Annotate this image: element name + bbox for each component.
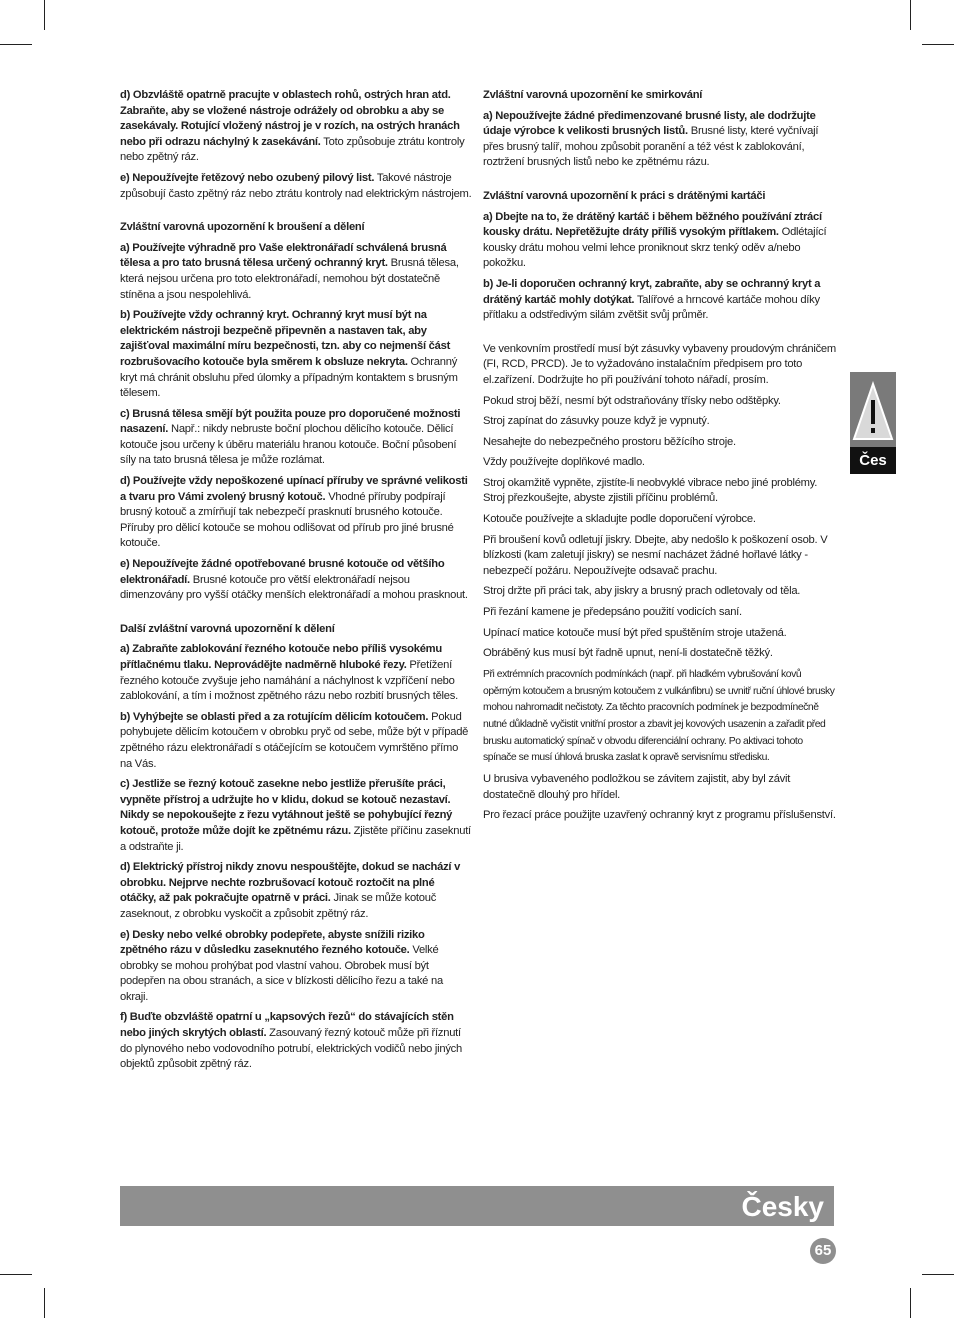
paragraph: Při řezání kamene je předepsáno použití vodicích saní. bbox=[483, 606, 742, 619]
crop-mark bbox=[922, 44, 954, 45]
paragraph bbox=[120, 642, 472, 704]
paragraph-bold: d) Používejte vždy nepoškozené upínací příruby ve správné velikosti a tvaru pro Vámi zvolený brusný kotouč. bbox=[120, 475, 468, 503]
paragraph-text: Toto způsobuje ztrátu kontroly nebo zpětný ráz. bbox=[120, 135, 465, 164]
paragraph-text: Jinak se může kotouč zaseknout, z obrobku vyskočit a způsobit zpětný ráz. bbox=[120, 892, 437, 920]
paragraph-text: Brusná tělesa, která nejsou určena pro toto elektronářadí, nemohou být dostatečně stíněna a jsou nespolehlivá. bbox=[120, 257, 459, 301]
paragraph: Při broušení kovů odletují jiskry. Dbejte, aby nedošlo k poškození osob. V blízkosti (kam zaletují jiskry) se nesmí nacházet žádné hořlavé látky - nebezpečí požáru. Nepoužívejte odsavač prachu. bbox=[483, 533, 828, 577]
paragraph bbox=[483, 277, 836, 324]
paragraph-text: Zasouvaný řezný kotouč může při říznutí do plynového nebo vodovodního potrubí, elektrických vodičů nebo jiných objektů způsobit zpětný ráz. bbox=[120, 1027, 462, 1071]
paragraph: Stroj držte při práci tak, aby jiskry a brusný prach odletovaly od těla. bbox=[483, 585, 801, 598]
paragraph: Při extrémních pracovních podmínkách (např. při hladkém vybrušování kovů opěrným kotoučem a brusným kotoučem z vulkánfibru) se uvnitř ruční úhlové brusky mohou nahromadit nečistoty. Za těchto pracovních podmínek je bezpodmínečně nutné důkladně vyčistit vnitřní prostor a zbavit jej kovových usazenin a zařadit před brusku automatický spínač v obvodu diferenciální ochrany. Po aktivaci tohoto spínače se musí úhlová bruska zaslat k opravě servisnímu středisku. bbox=[483, 668, 835, 764]
paragraph-text: Talířové a hrncové kartáče mohou díky přítlaku a odstředivým silám zvětšit svůj průměr. bbox=[483, 293, 820, 322]
paragraph-bold: a) Nepoužívejte žádné předimenzované brusné listy, ale dodržujte údaje výrobce k velikosti brusných listů. bbox=[483, 109, 816, 138]
paragraph: Upínací matice kotouče musí být před spuštěním stroje utažená. bbox=[483, 626, 787, 639]
paragraph: Stroj zapínat do zásuvky pouze když je vypnutý. bbox=[483, 415, 710, 428]
language-tab bbox=[850, 372, 896, 474]
paragraph-bold: b) Používejte vždy ochranný kryt. Ochranný kryt musí být na elektrickém nástroji bezpečně připevněn a nastaven tak, aby zajišťoval maximální míru bezpečnosti, tzn. aby co nejmenší část rozbrušovacího kotouče byla směrem k obsluze nekryta. bbox=[120, 309, 451, 368]
paragraph-bold: f) Buďte obzvláště opatrní u „kapsových řezů“ do stávajících stěn nebo jiných skrytých oblastí. bbox=[120, 1011, 454, 1040]
paragraph-text: Např.: nikdy nebruste boční plochou dělicího kotouče. Dělicí kotouče jsou určeny k úběru materiálu hranou kotouče. Boční působení síly na tato brusná tělesa je může rozlámat. bbox=[120, 423, 457, 467]
paragraph: Ve venkovním prostředí musí být zásuvky vybaveny proudovým chráničem (FI, RCD, PRCD). Je to vyžadováno instalačním předpisem pro toto el.zařízení. Dodržujte ho při používání tohoto nářadí, prosím. bbox=[483, 342, 836, 386]
paragraph-text: Ochranný kryt má chránit obsluhu před úlomky a případným kontaktem s brusným tělesem. bbox=[120, 355, 458, 400]
paragraph bbox=[120, 860, 472, 922]
paragraph-text: Brusné kotouče pro větší elektronářadí nejsou dimenzovány pro vyšší otáčky menších elektronářadí a mohou prasknout. bbox=[120, 573, 468, 602]
paragraph-text: Brusné listy, které vyčnívají přes brusný talíř, mohou způsobit poranění a též vést k zablokování, roztržení brusných listů nebo ke zpětnému rázu. bbox=[483, 125, 819, 169]
paragraph bbox=[120, 308, 472, 402]
paragraph bbox=[120, 474, 472, 552]
paragraph-bold: a) Zabraňte zablokování řezného kotouče nebo příliš vysokému přítlačnému tlaku. Neprovádějte nadměrně hluboké řezy. bbox=[120, 643, 442, 671]
paragraph bbox=[120, 928, 472, 1006]
crop-mark bbox=[0, 44, 32, 45]
paragraph-bold: e) Desky nebo velké obrobky podepřete, abyste snížili riziko zpětného rázu v důsledku zaseknutého řezného kotouče. bbox=[120, 928, 425, 957]
left-column bbox=[120, 88, 472, 1078]
paragraph-text: Pokud pohybujete dělicím kotoučem v obrobku pryč od sebe, může být v případě zpětného rázu elektronářadí s otáčejícím se kotoučem vymrštěno přímo na Vás. bbox=[120, 710, 469, 770]
paragraph bbox=[120, 407, 472, 469]
paragraph: Stroj okamžitě vypněte, zjistíte-li neobvyklé vibrace nebo jiné problémy. Stroj přezkoušejte, abyste zjistili příčinu problémů. bbox=[483, 476, 818, 505]
crop-mark bbox=[910, 0, 911, 30]
crop-mark bbox=[922, 1274, 954, 1275]
section-heading: Zvláštní varovná upozornění ke smirkování bbox=[483, 89, 703, 101]
crop-mark bbox=[44, 0, 45, 30]
paragraph bbox=[120, 171, 472, 202]
paragraph: U brusiva vybaveného podložkou se závitem zajistit, aby byl závit dostatečně dlouhý pro hřídel. bbox=[483, 773, 791, 801]
paragraph: Kotouče používejte a skladujte podle doporučení výrobce. bbox=[483, 513, 756, 526]
language-tab-label: Čes bbox=[850, 447, 896, 474]
paragraph: Obráběný kus musí být řadně upnut, není-li dostatečně těžký. bbox=[483, 647, 773, 660]
paragraph: Vždy používejte doplňkové madlo. bbox=[483, 456, 645, 469]
paragraph-bold: e) Nepoužívejte žádné opotřebované brusné kotouče od většího elektronářadí. bbox=[120, 558, 445, 586]
paragraph: Nesahejte do nebezpečného prostoru běžícího stroje. bbox=[483, 435, 736, 448]
paragraph-bold: d) Obzvláště opatrně pracujte v oblastech rohů, ostrých hran atd. Zabraňte, aby se vložené nástroje odrážely od obrobku a aby se zasekávaly. Rotující vložený nástroj je v rozích, na ostrých hranách nebo při odrazu náchylný k zasekávání. bbox=[120, 89, 460, 148]
paragraph bbox=[120, 1010, 472, 1072]
paragraph-bold: d) Elektrický přístroj nikdy znovu nespouštějte, dokud se nachází v obrobku. Nejprve nechte rozbrušovací kotouč roztočit na plné otáčky, až pak pokračujte opatrně v práci. bbox=[120, 861, 461, 905]
crop-mark bbox=[0, 1274, 32, 1275]
paragraph-bold: a) Dbejte na to, že drátěný kartáč i během běžného používání ztrácí kousky drátu. Nepřetěžujte dráty příliš vysokým přítlakem. bbox=[483, 210, 822, 239]
paragraph-bold: c) Jestliže se řezný kotouč zasekne nebo jestliže přerušíte práci, vypněte přístroj a udržujte ho v klidu, dokud se kotouč nezastaví. Nikdy se nepokoušejte z řezu vytáhnout ještě se pohybující řezný kotouč, protože může dojít ke zpětnému rázu. bbox=[120, 778, 453, 837]
paragraph-bold: e) Nepoužívejte řetězový nebo ozubený pilový list. bbox=[120, 171, 375, 184]
warning-panel bbox=[850, 372, 896, 447]
paragraph bbox=[483, 210, 836, 272]
section-heading: Zvláštní varovná upozornění k broušení a dělení bbox=[120, 221, 365, 234]
paragraph-bold: b) Je-li doporučen ochranný kryt, zabraňte, aby se ochranný kryt a drátěný kartáč mohly dotýkat. bbox=[483, 277, 821, 306]
paragraph bbox=[120, 241, 472, 303]
page-number: 65 bbox=[810, 1238, 836, 1264]
paragraph-text: Velké obrobky se mohou prohýbat pod vlastní vahou. Obrobek musí být podepřen na obou stranách, a sice v blízkosti dělicího řezu a také na okraji. bbox=[120, 944, 443, 1003]
paragraph-text: Vhodné příruby podpírají brusný kotouč a zmírňují tak nebezpečí prasknutí brusného kotouče. Příruby pro dělicí kotouče se mohou odlišovat od přírub pro jiné brusné kotouče. bbox=[120, 490, 454, 550]
crop-mark bbox=[910, 1288, 911, 1318]
paragraph-text: Takové nástroje způsobují často zpětný ráz nebo ztrátu kontroly nad elektrickým nástrojem. bbox=[120, 171, 472, 200]
crop-mark bbox=[44, 1288, 45, 1318]
footer-bar bbox=[120, 1186, 834, 1226]
section-heading: Zvláštní varovná upozornění k práci s drátěnými kartáči bbox=[483, 189, 766, 202]
right-column bbox=[483, 88, 836, 829]
section-heading: Další zvláštní varovná upozornění k dělení bbox=[120, 622, 335, 635]
paragraph-text: Přetížení řezného kotouče zvyšuje jeho namáhání a náchylnost k vzpříčení nebo zablokování, a tím i možnost zpětného rázu nebo rozbití brusných těles. bbox=[120, 659, 458, 703]
paragraph-bold: b) Vyhýbejte se oblasti před a za rotujícím dělicím kotoučem. bbox=[120, 710, 429, 723]
paragraph-bold: a) Používejte výhradně pro Vaše elektronářadí schválená brusná tělesa a pro tato brusná tělesa určený ochranný kryt. bbox=[120, 241, 447, 270]
paragraph bbox=[120, 88, 472, 166]
paragraph: Pro řezací práce použijte uzavřený ochranný kryt z programu příslušenství. bbox=[483, 809, 836, 822]
paragraph-bold: c) Brusná tělesa smějí být použita pouze pro doporučené možnosti nasazení. bbox=[120, 407, 461, 436]
paragraph bbox=[120, 777, 472, 855]
paragraph-text: Odlétající kousky drátu mohou velmi lehce proniknout skrz tenký oděv a/nebo pokožku. bbox=[483, 226, 827, 270]
paragraph bbox=[120, 557, 472, 604]
paragraph: Pokud stroj běží, nesmí být odstraňovány třísky nebo odštěpky. bbox=[483, 394, 781, 407]
footer-language-title: Česky bbox=[741, 1191, 824, 1222]
paragraph bbox=[120, 710, 472, 772]
paragraph bbox=[483, 109, 836, 171]
paragraph-text: Zjistěte příčinu zaseknutí a odstraňte ji. bbox=[120, 824, 471, 853]
